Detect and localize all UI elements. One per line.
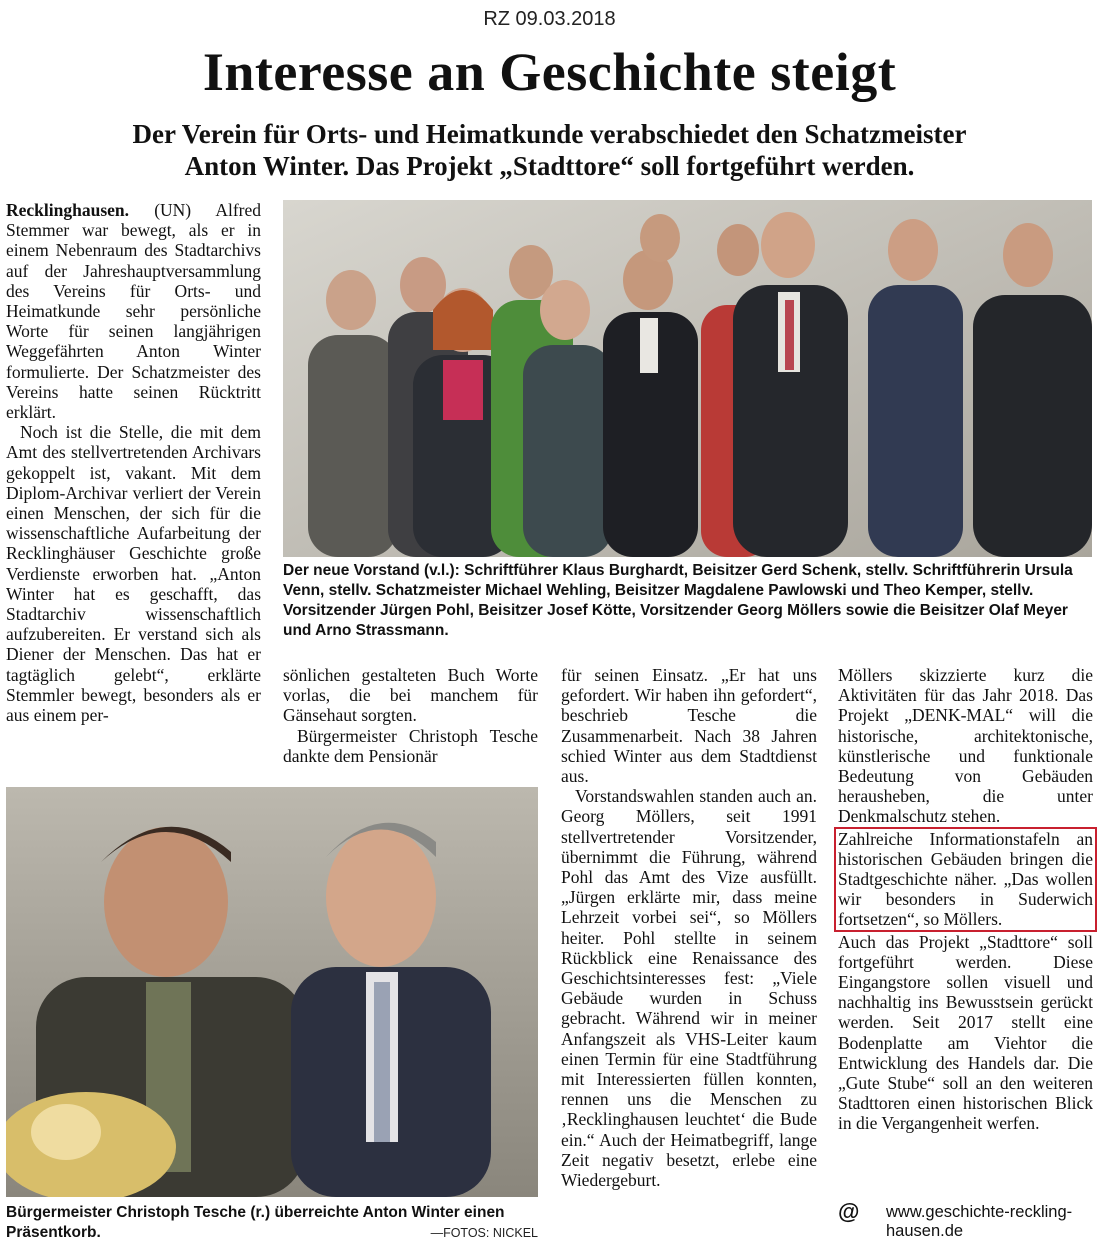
highlighted-passage: Zahlreiche Informationstafeln an historischen Gebäuden bringen die Stadtgeschichte näher. „Das wollen wir besonders in Suderwich fortsetzen“, so Möllers. bbox=[834, 827, 1097, 932]
article-column-4 bbox=[838, 665, 1093, 1134]
headline: Interesse an Geschichte steigt bbox=[202, 42, 897, 102]
group-photo bbox=[283, 200, 1092, 557]
paragraph: Bürgermeister Christoph Tesche dankte dem Pensionär bbox=[283, 725, 538, 766]
paragraph: Noch ist die Stelle, die mit dem Amt des stellvertretenden Archivars gekoppelt ist, vakant. Mit dem Diplom-Archivar verliert der Verein einen Menschen, der sich für die wissenschaftliche Aufarbeitung der Recklinghäuser Geschichte große Verdienste erworben hat. „Anton Winter hat es geschafft, das Stadtarchiv wissenschaftlich aufzubereiten. Er verstand sich als Diener der Menschen. Das hat er tagtäglich gelebt“, erklärte Stemmler bewegt, besonders als er aus einem per- bbox=[6, 422, 261, 726]
place-name: Recklinghausen. bbox=[6, 200, 130, 220]
photo-credit: —FOTOS: NICKEL bbox=[430, 1226, 538, 1240]
paragraph-text: Möllers skizzierte kurz die Aktivitäten für das Jahr 2018. Das Projekt „DENK-MAL“ will die historische, architektonische, künstlerische und funktionale Bedeutung von Gebäuden herausheben, die unter Denkmalschutz stehen. bbox=[838, 665, 1093, 827]
at-sign-icon: @ bbox=[838, 1199, 860, 1224]
photo-caption-bottom: Bürgermeister Christoph Tesche (r.) überreichte Anton Winter einen Präsentkorb. bbox=[6, 1204, 505, 1241]
paragraph bbox=[6, 200, 261, 422]
photo-caption-top: Der neue Vorstand (v.l.): Schriftführer Klaus Burghardt, Beisitzer Gerd Schenk, stellv. Schriftführerin Ursula Venn, stellv. Schatzmeister Michael Wehling, Beisitzer Magdalene Pawlowski und Theo Kemper, stellv. Vorsitzender Jürgen Pohl, Beisitzer Josef Kötte, Vorsitzender Georg Möllers sowie die Beisitzer Olaf Meyer und Arno Strassmann. bbox=[283, 562, 1073, 639]
paragraph: Vorstandswahlen standen auch an. Georg Möllers, seit 1991 stellvertretender Vorsitzender, übernimmt die Führung, während Pohl das Amt des Vize ausfüllt. „Jürgen erklärte mir, dass meine Lehrzeit vorbei sei“, so Möllers heiter. Pohl stellte in seinem Rückblick eine Renaissance des Geschichtsinteresses fest: „Viele Gebäude wurden in Schuss gebracht. Während wir in meiner Anfangszeit als VHS-Leiter kaum einen Termin für eine Stadtführung mit Interessierten füllen konnten, rennen uns die Menschen zu ‚Recklinghausen leuchtet‘ die Bude ein.“ Auch der Heimatbegriff, lange Zeit negativ besetzt, erlebe eine Wiedergeburt. bbox=[561, 786, 817, 1191]
subheadline bbox=[30, 118, 1069, 182]
article-column-3 bbox=[561, 665, 817, 1190]
paragraph: für seinen Einsatz. „Er hat uns gefordert. Wir haben ihn gefordert“, beschrieb Tesche die Zusammenarbeit. Nach 38 Jahren schied Winter aus dem Stadtdienst aus. bbox=[561, 665, 817, 787]
website-link-line-2: hausen.de bbox=[886, 1222, 964, 1240]
website-link[interactable] bbox=[886, 1203, 1091, 1241]
paragraph: Auch das Projekt „Stadttore“ soll fortgeführt werden. Diese Eingangstore sollen visuell und nachhaltig ins Bewusstsein gerückt werden. Seit 2017 stellt eine Bodenplatte am Viehtor die Entwicklung des Handels dar. Die „Gute Stube“ soll an den weiteren Stadttoren einen historischen Blick in die Vergangenheit werfen. bbox=[838, 931, 1093, 1134]
subheadline-line-1: Der Verein für Orts- und Heimatkunde verabschiedet den Schatzmeister bbox=[132, 119, 967, 149]
article-column-1 bbox=[6, 200, 261, 765]
dateline: RZ 09.03.2018 bbox=[483, 8, 616, 30]
paragraph: sönlichen gestalteten Buch Worte vorlas, die bei manchem für Gänsehaut sorgten. bbox=[283, 665, 538, 726]
award-photo bbox=[6, 787, 538, 1197]
website-link-line-1: www.geschichte-reckling- bbox=[886, 1203, 1073, 1221]
paragraph-text: (UN) Alfred Stemmer war bewegt, als er in einem Nebenraum des Stadtarchivs auf der Jahreshauptversammlung des Vereins für Orts- und Heimatkunde sehr persönliche Worte für seinen langjährigen Weggefährten Anton Winter formulierte. Der Schatzmeister des Vereins hatte seinen Rücktritt erklärt. bbox=[6, 200, 261, 423]
paragraph bbox=[838, 665, 1093, 827]
article-column-2 bbox=[283, 665, 538, 766]
subheadline-line-2: Anton Winter. Das Projekt „Stadttore“ soll fortgeführt werden. bbox=[184, 151, 915, 181]
